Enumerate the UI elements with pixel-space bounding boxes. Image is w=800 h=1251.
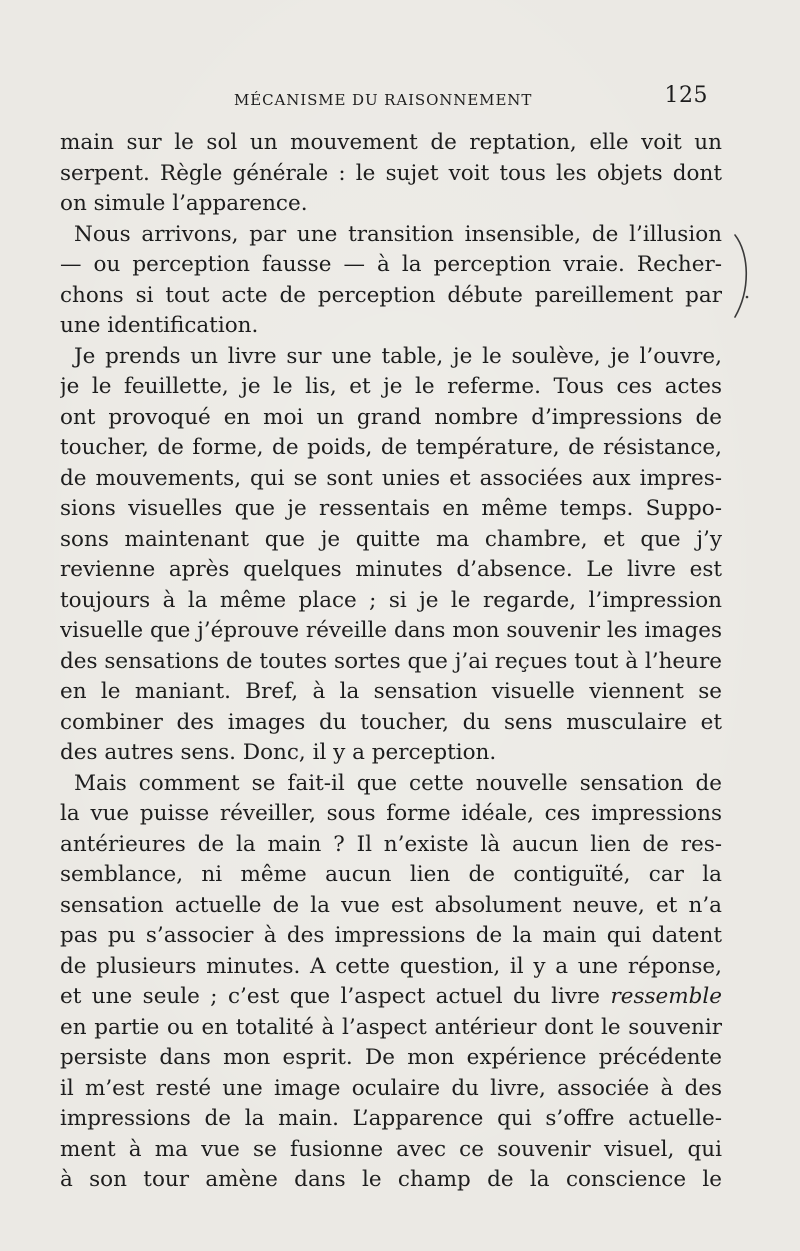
text-line: des autres sens. Donc, il y a perception. <box>60 740 497 765</box>
text-line: Nous arrivons, par une transition insensible, de l’illusion <box>74 221 722 247</box>
text-line: ont provoqué en moi un grand nombre d’impressions de <box>60 404 722 430</box>
text-line: de mouvements, qui se sont unies et associées aux impres- <box>60 465 722 491</box>
margin-dot-mark <box>745 295 749 299</box>
text-line: serpent. Règle générale : le sujet voit tous les objets dont <box>60 160 722 186</box>
text-line: pas pu s’associer à des impressions de la main qui datent <box>60 923 722 948</box>
text-line: impressions de la main. L’apparence qui s’offre actuelle- <box>60 1106 722 1131</box>
text-line: à son tour amène dans le champ de la conscience le <box>60 1167 722 1192</box>
text-line: sensation actuelle de la vue est absolument neuve, et n’a <box>60 892 722 918</box>
text-line: — ou perception fausse — à la perception vraie. Recher- <box>60 252 722 277</box>
text-line: sions visuelles que je ressentais en même temps. Suppo- <box>60 496 722 521</box>
text-line: la vue puisse réveiller, sous forme idéale, ces impressions <box>60 801 722 826</box>
text-line: combiner des images du toucher, du sens musculaire et <box>60 709 722 735</box>
margin-bracket-mark <box>729 231 757 321</box>
text-line: je le feuillette, je le lis, et je le referme. Tous ces actes <box>60 374 722 399</box>
text-line: ment à ma vue se fusionne avec ce souvenir visuel, qui <box>60 1136 722 1162</box>
text-line: sons maintenant que je quitte ma chambre, et que j’y <box>60 526 722 552</box>
body-text <box>60 128 722 1196</box>
running-head <box>60 83 722 118</box>
text-line: en partie ou en totalité à l’aspect antérieur dont le souvenir <box>60 1014 722 1040</box>
text-line: main sur le sol un mouvement de reptation, elle voit un <box>60 130 722 155</box>
text-line: et une seule ; c’est que l’aspect actuel du livre ressemble <box>60 984 722 1009</box>
text-line: toucher, de forme, de poids, de température, de résistance, <box>60 435 722 460</box>
text-line: visuelle que j’éprouve réveille dans mon souvenir les images <box>60 618 722 643</box>
text-line: persiste dans mon esprit. De mon expérience précédente <box>60 1045 722 1070</box>
text-line: des sensations de toutes sortes que j’ai reçues tout à l’heure <box>60 648 722 674</box>
text-line: en le maniant. Bref, à la sensation visuelle viennent se <box>60 679 722 704</box>
text-line: Je prends un livre sur une table, je le soulève, je l’ouvre, <box>74 343 722 369</box>
italic-word: ressemble <box>610 984 722 1009</box>
text-line: antérieures de la main ? Il n’existe là aucun lien de res- <box>60 831 722 857</box>
text-line: toujours à la même place ; si je le regarde, l’impression <box>60 587 722 613</box>
text-line: semblance, ni même aucun lien de contiguïté, car la <box>60 862 722 887</box>
page-number: 125 <box>664 83 708 108</box>
running-title: MÉCANISME DU RAISONNEMENT <box>234 91 533 109</box>
text-line: une identification. <box>60 313 259 338</box>
text-line: il m’est resté une image oculaire du livre, associée à des <box>60 1075 722 1101</box>
text-line: Mais comment se fait-il que cette nouvelle sensation de <box>74 770 722 796</box>
text-line: chons si tout acte de perception débute pareillement par <box>60 282 722 308</box>
text-line: revienne après quelques minutes d’absence. Le livre est <box>60 557 722 582</box>
text-line: on simule l’apparence. <box>60 191 308 216</box>
text-line: de plusieurs minutes. A cette question, il y a une réponse, <box>60 953 722 979</box>
